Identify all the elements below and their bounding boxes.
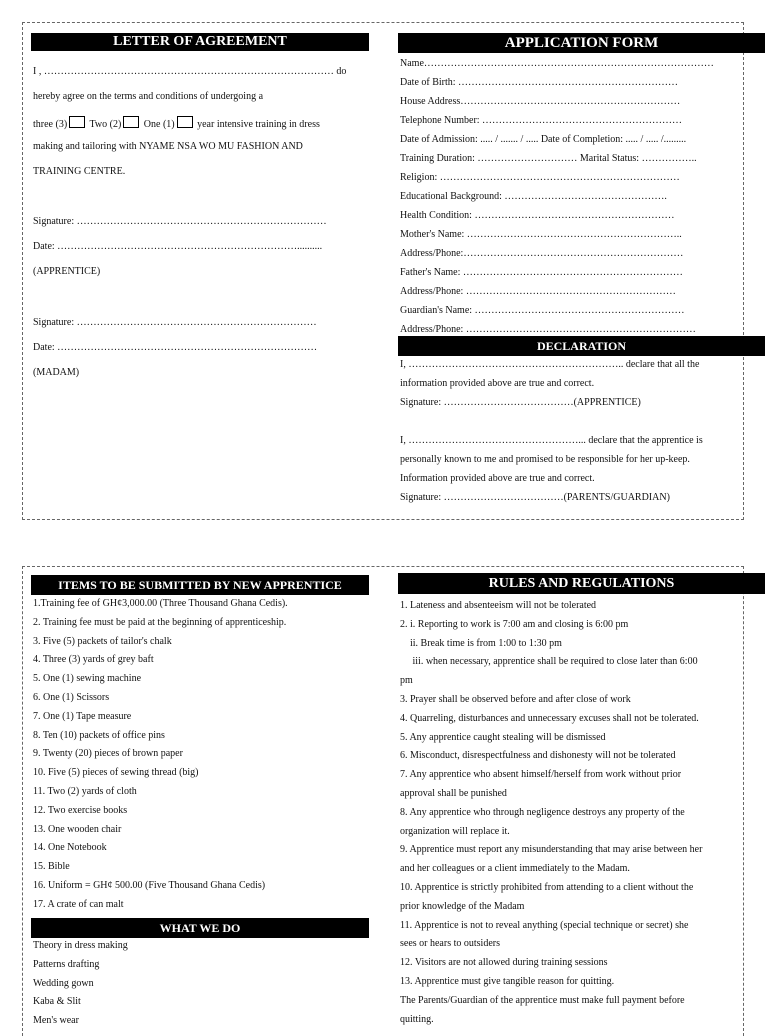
rule-line: 4. Quarreling, disturbances and unnecessary excuses shall not be tolerated. (400, 712, 699, 724)
list-item: Theory in dress making (33, 940, 128, 951)
option-three-label: three (3) (33, 119, 68, 130)
option-one-label: One (1) (143, 119, 175, 130)
list-item: 2. Training fee must be paid at the beginning of apprenticeship. (33, 616, 287, 628)
list-item: 14. One Notebook (33, 842, 107, 854)
rule-line: 8. Any apprentice who through negligence destroys any property of the (400, 806, 685, 818)
rule-line: 6. Misconduct, disrespectfulness and dishonesty will not be tolerated (400, 750, 676, 762)
madam-label: (MADAM) (33, 367, 80, 378)
items-list (33, 595, 369, 915)
agreement-line-2: hereby agree on the terms and conditions of undergoing a (33, 91, 264, 102)
rule-line: pm (400, 675, 413, 687)
rules-list (400, 597, 736, 1029)
rule-line: prior knowledge of the Madam (400, 900, 525, 912)
rule-line: iii. when necessary, apprentice shall be required to close later than 6:00 (400, 656, 698, 668)
rule-line: 3. Prayer shall be observed before and after close of work (400, 693, 631, 705)
application-field[interactable]: Name…………………………………………………………………………… (400, 58, 714, 69)
application-field[interactable]: Training Duration: ………………………… Marital Status: …………….. (400, 153, 697, 164)
list-item: Kaba & Slit (33, 996, 81, 1008)
declaration-line: Signature: …………………………………(APPRENTICE) (400, 397, 641, 408)
declaration-body (400, 355, 736, 507)
application-field[interactable]: Guardian's Name: ……………………………………………………… (400, 305, 685, 316)
list-item: Patterns drafting (33, 958, 100, 970)
rule-line: 11. Apprentice is not to reveal anything (special technique or secret) she (400, 919, 689, 931)
declaration-line: I, ……………………………………………………….. declare that all the (400, 359, 700, 370)
list-item: 10. Five (5) pieces of sewing thread (big) (33, 767, 199, 779)
rule-line: organization will replace it. (400, 825, 510, 837)
list-item: 6. One (1) Scissors (33, 691, 110, 703)
one-year-checkbox[interactable] (177, 116, 193, 128)
application-field[interactable]: Health Condition: …………………………………………………… (400, 210, 675, 221)
letter-of-agreement (31, 33, 369, 378)
agreement-duration-line (33, 116, 369, 141)
application-field[interactable]: Address/Phone:………………………………………………………… (400, 248, 684, 259)
rule-line: sees or hears to outsiders (400, 938, 500, 950)
application-form (398, 33, 765, 53)
rules-header: RULES AND REGULATIONS (398, 573, 765, 594)
list-item: 12. Two exercise books (33, 804, 128, 816)
list-item: 9. Twenty (20) pieces of brown paper (33, 748, 183, 760)
apprentice-label: (APPRENTICE) (33, 266, 101, 277)
application-field[interactable]: House Address………………………………………………………… (400, 96, 681, 107)
items-header: ITEMS TO BE SUBMITTED BY NEW APPRENTICE (31, 575, 369, 595)
declaration-line: personally known to me and promised to be responsible for her up-keep. (400, 454, 690, 465)
rule-line: 5. Any apprentice caught stealing will be dismissed (400, 731, 606, 743)
declaration-line: I, ……………………………………………... declare that the apprentice is (400, 435, 703, 446)
list-item: 7. One (1) Tape measure (33, 710, 132, 722)
agreement-line-4: making and tailoring with NYAME NSA WO MU FASHION AND (33, 141, 303, 152)
agreement-body (33, 66, 369, 392)
letter-of-agreement-header: LETTER OF AGREEMENT (31, 33, 369, 51)
application-field[interactable]: Address/Phone: …………………………………………………………… (400, 324, 696, 335)
rule-line: 7. Any apprentice who absent himself/herself from work without prior (400, 769, 682, 781)
declaration-header: DECLARATION (398, 336, 765, 356)
madam-date-field[interactable]: Date: …………………………………………………………………… (33, 342, 318, 353)
rule-line: 10. Apprentice is strictly prohibited from attending to a client without the (400, 881, 694, 893)
list-item: 3. Five (5) packets of tailor's chalk (33, 635, 172, 647)
declaration-line: Information provided above are true and correct. (400, 473, 595, 484)
list-item: Wedding gown (33, 977, 94, 989)
list-item: 4. Three (3) yards of grey baft (33, 654, 154, 666)
list-item: 16. Uniform = GH¢ 500.00 (Five Thousand Ghana Cedis) (33, 879, 266, 891)
list-item: 15. Bible (33, 861, 70, 873)
application-field[interactable]: Educational Background: …………………………………………. (400, 191, 667, 202)
declaration-line: Signature: ………………………………(PARENTS/GUARDIAN) (400, 492, 670, 503)
rule-line: 13. Apprentice must give tangible reason for quitting. (400, 975, 615, 987)
rule-line: quitting. (400, 1013, 434, 1025)
apprentice-date-field[interactable]: Date: ……………………………………………………………….......... (33, 241, 323, 252)
madam-signature-field[interactable]: Signature: ……………………………………………………………… (33, 317, 317, 328)
application-form-header: APPLICATION FORM (398, 33, 765, 53)
year-text: year intensive training in dress (197, 119, 320, 130)
rule-line: The Parents/Guardian of the apprentice must make full payment before (400, 994, 685, 1006)
rule-line: 9. Apprentice must report any misunderstanding that may arise between her (400, 844, 703, 856)
application-field[interactable]: Religion: ……………………………………………………………… (400, 172, 680, 183)
application-field[interactable]: Address/Phone: ……………………………………………………… (400, 286, 676, 297)
three-year-checkbox[interactable] (69, 116, 85, 128)
rule-line: and her colleagues or a client immediately to the Madam. (400, 863, 630, 875)
what-we-do-list (33, 937, 369, 1031)
list-item: 8. Ten (10) packets of office pins (33, 729, 165, 741)
list-item: 13. One wooden chair (33, 823, 122, 835)
list-item: Men's wear (33, 1015, 79, 1027)
application-field[interactable]: Father's Name: ………………………………………………………… (400, 267, 683, 278)
list-item: 5. One (1) sewing machine (33, 673, 142, 685)
declaration-line: information provided above are true and correct. (400, 378, 595, 389)
agreement-line-1: I , …………………………………………………………………………… do (33, 66, 347, 77)
two-year-checkbox[interactable] (123, 116, 139, 128)
application-fields (400, 54, 736, 339)
rule-line: approval shall be punished (400, 787, 507, 799)
list-item: 11. Two (2) yards of cloth (33, 785, 137, 797)
rule-line: 12. Visitors are not allowed during training sessions (400, 957, 608, 969)
application-field[interactable]: Telephone Number: …………………………………………………… (400, 115, 683, 126)
what-we-do-header: WHAT WE DO (31, 918, 369, 938)
declaration-line (400, 412, 736, 431)
application-field[interactable]: Date of Birth: ………………………………………………………… (400, 77, 679, 88)
application-field[interactable]: Mother's Name: ……………………………………………………….. (400, 229, 682, 240)
apprentice-signature-field[interactable]: Signature: ………………………………………………………………… (33, 216, 327, 227)
option-two-label: Two (2) (89, 119, 122, 130)
rule-line: 2. i. Reporting to work is 7:00 am and closing is 6:00 pm (400, 618, 629, 630)
rule-line: ii. Break time is from 1:00 to 1:30 pm (400, 637, 562, 649)
rule-line: 1. Lateness and absenteeism will not be tolerated (400, 600, 597, 611)
application-field[interactable]: Date of Admission: ..... / ....... / ..... Date of Completion: ..... / ..... /......... (400, 134, 687, 145)
list-item: 1.Training fee of GH¢3,000.00 (Three Thousand Ghana Cedis). (33, 598, 288, 609)
list-item: 17. A crate of can malt (33, 898, 124, 910)
agreement-line-5: TRAINING CENTRE. (33, 166, 126, 177)
